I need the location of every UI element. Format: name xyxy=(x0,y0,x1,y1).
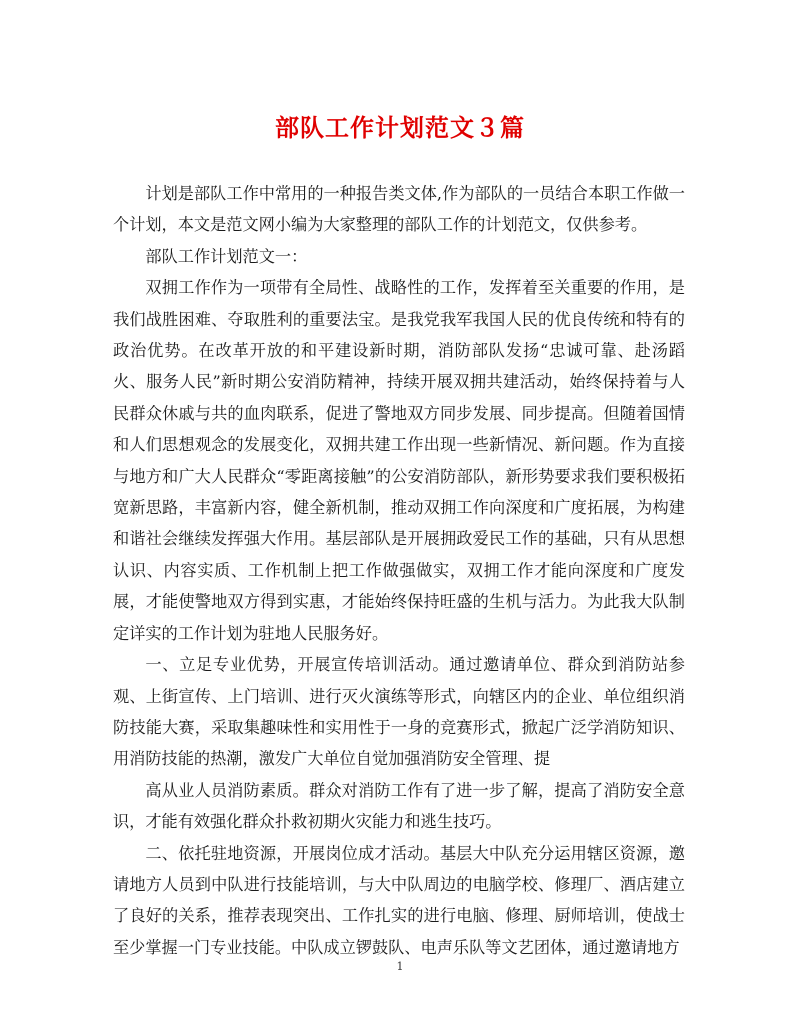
paragraph-item-two: 二、依托驻地资源，开展岗位成才活动。基层大中队充分运用辖区资源，邀请地方人员到中队进行技能培训，与大中队周边的电脑学校、修理厂、酒店建立了良好的关系，推荐表现突出、工作扎实的进行电脑、修理、厨师培训，使战士至少掌握一门专业技能。中队成立锣鼓队、电声乐队等文艺团体，通过邀请地方 xyxy=(113,843,685,957)
paragraph-item-one: 一、立足专业优势，开展宣传培训活动。通过邀请单位、群众到消防站参观、上街宣传、上门培训、进行灭火演练等形式，向辖区内的企业、单位组织消防技能大赛，采取集趣味性和实用性于一身的竞赛形式，掀起广泛学消防知识、用消防技能的热潮，激发广大单位自觉加强消防安全管理、提 xyxy=(113,655,685,769)
paragraph-intro: 计划是部队工作中常用的一种报告类文体,作为部队的一员结合本职工作做一个计划，本文是范文网小编为大家整理的部队工作的计划范文，仅供参考。 xyxy=(113,184,685,235)
document-title: 部队工作计划范文３篇 xyxy=(275,113,525,142)
paragraph-main: 双拥工作作为一项带有全局性、战略性的工作，发挥着至关重要的作用，是我们战胜困难、夺取胜利的重要法宝。是我党我军我国人民的优良传统和特有的政治优势。在改革开放的和平建设新时期，消防部队发扬“忠诚可靠、赴汤蹈火、服务人民”新时期公安消防精神，持续开展双拥共建活动，始终保持着与人民群众休戚与共的血肉联系，促进了警地双方同步发展、同步提高。但随着国情和人们思想观念的发展变化，双拥共建工作出现一些新情况、新问题。作为直接与地方和广大人民群众“零距离接触”的公安消防部队，新形势要求我们要积极拓宽新思路，丰富新内容，健全新机制，推动双拥工作向深度和广度拓展，为构建和谐社会继续发挥强大作用。基层部队是开展拥政爱民工作的基础，只有从思想认识、内容实质、工作机制上把工作做强做实，双拥工作才能向深度和广度发展，才能使警地双方得到实惠，才能始终保持旺盛的生机与活力。为此我大队制定详实的工作计划为驻地人民服务好。 xyxy=(113,278,685,643)
paragraph-section-heading: 部队工作计划范文一： xyxy=(145,246,308,266)
page-number: 1 xyxy=(396,960,404,973)
paragraph-item-one-continued: 高从业人员消防素质。群众对消防工作有了进一步了解，提高了消防安全意识，才能有效强化群众扑救初期火灾能力和逃生技巧。 xyxy=(113,780,685,832)
document-body xyxy=(113,178,685,963)
